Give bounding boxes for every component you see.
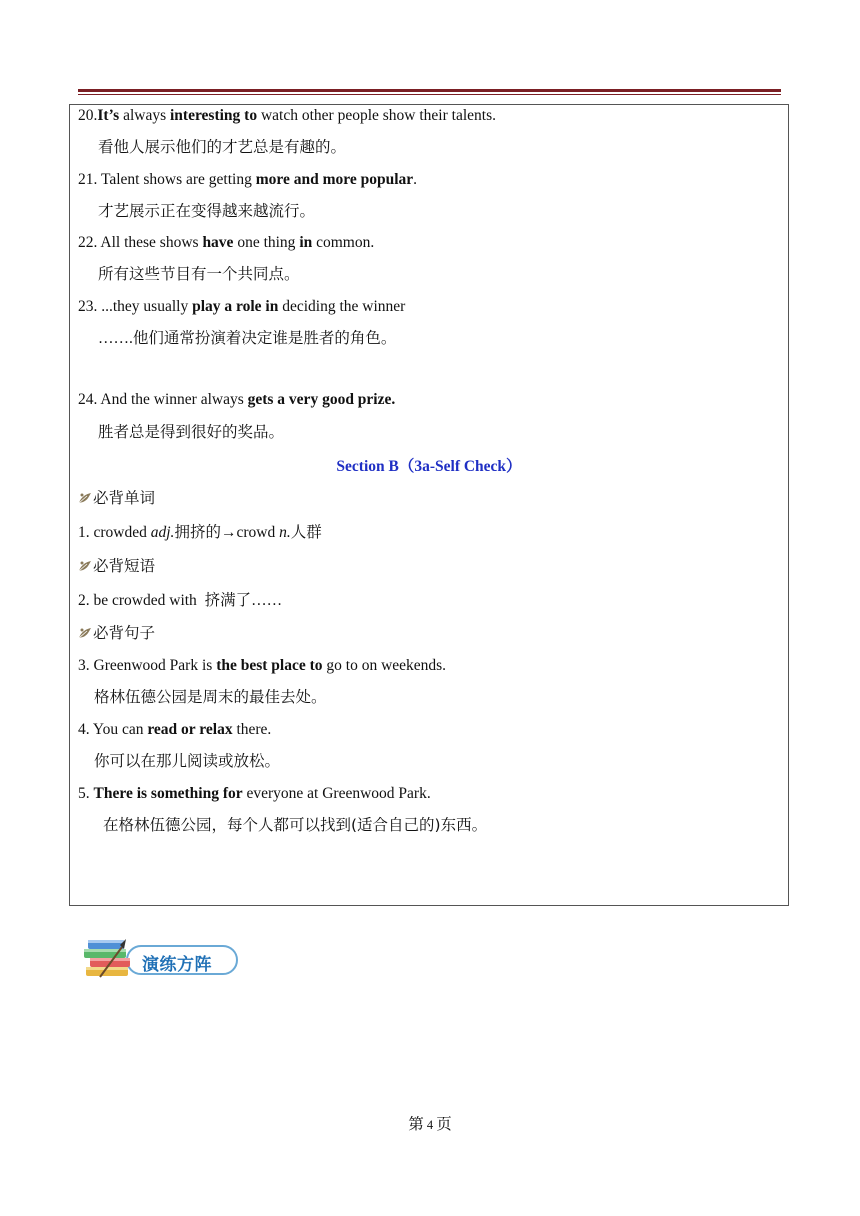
item-23-en: 23. ...they usually play a role in deciding the winner [78, 298, 406, 315]
item-24-zh: 胜者总是得到很好的奖品。 [98, 423, 285, 441]
section-title: Section B（3a-Self Check） [336, 458, 522, 475]
item-22-en: 22. All these shows have one thing in common. [78, 234, 375, 251]
sentence-5-en: 5. There is something for everyone at Greenwood Park. [78, 785, 431, 802]
sentence-3-en: 3. Greenwood Park is the best place to go to on weekends. [78, 657, 447, 674]
books-icon [82, 933, 142, 985]
phrase-crowded-with: 2. be crowded with 挤满了…… [78, 591, 283, 609]
sentence-4-en: 4. You can read or relax there. [78, 721, 272, 738]
item-22-zh: 所有这些节目有一个共同点。 [98, 265, 300, 283]
badge-label: 演练方阵 [142, 955, 212, 975]
item-24-en: 24. And the winner always gets a very good prize. [78, 391, 396, 408]
item-20-en: 20.It’s always interesting to watch other people show their talents. [78, 107, 496, 124]
leaf-icon [78, 560, 92, 572]
item-21-zh: 才艺展示正在变得越来越流行。 [98, 202, 316, 220]
header-rule-thick [78, 89, 781, 92]
heading-words: 必背单词 [78, 488, 155, 509]
sentence-3-zh: 格林伍德公园是周末的最佳去处。 [94, 688, 327, 706]
item-21-en: 21. Talent shows are getting more and more popular. [78, 171, 418, 188]
item-20-zh: 看他人展示他们的才艺总是有趣的。 [98, 138, 347, 156]
leaf-icon [78, 627, 92, 639]
heading-phrases: 必背短语 [78, 556, 155, 577]
page-footer: 第 4 页 [408, 1115, 452, 1133]
vocab-crowded: 1. crowded adj.拥挤的→crowd n.人群 [78, 523, 322, 541]
page-number: 4 [426, 1118, 434, 1132]
sentence-4-zh: 你可以在那儿阅读或放松。 [94, 752, 281, 770]
item-23-zh: …….他们通常扮演着决定谁是胜者的角色。 [98, 329, 397, 347]
practice-badge [82, 933, 242, 985]
sentence-5-zh: 在格林伍德公园，每个人都可以找到(适合自己的)东西。 [103, 816, 488, 834]
leaf-icon [78, 492, 92, 504]
heading-sentences: 必背句子 [78, 623, 155, 644]
header-rule-thin [78, 94, 781, 95]
